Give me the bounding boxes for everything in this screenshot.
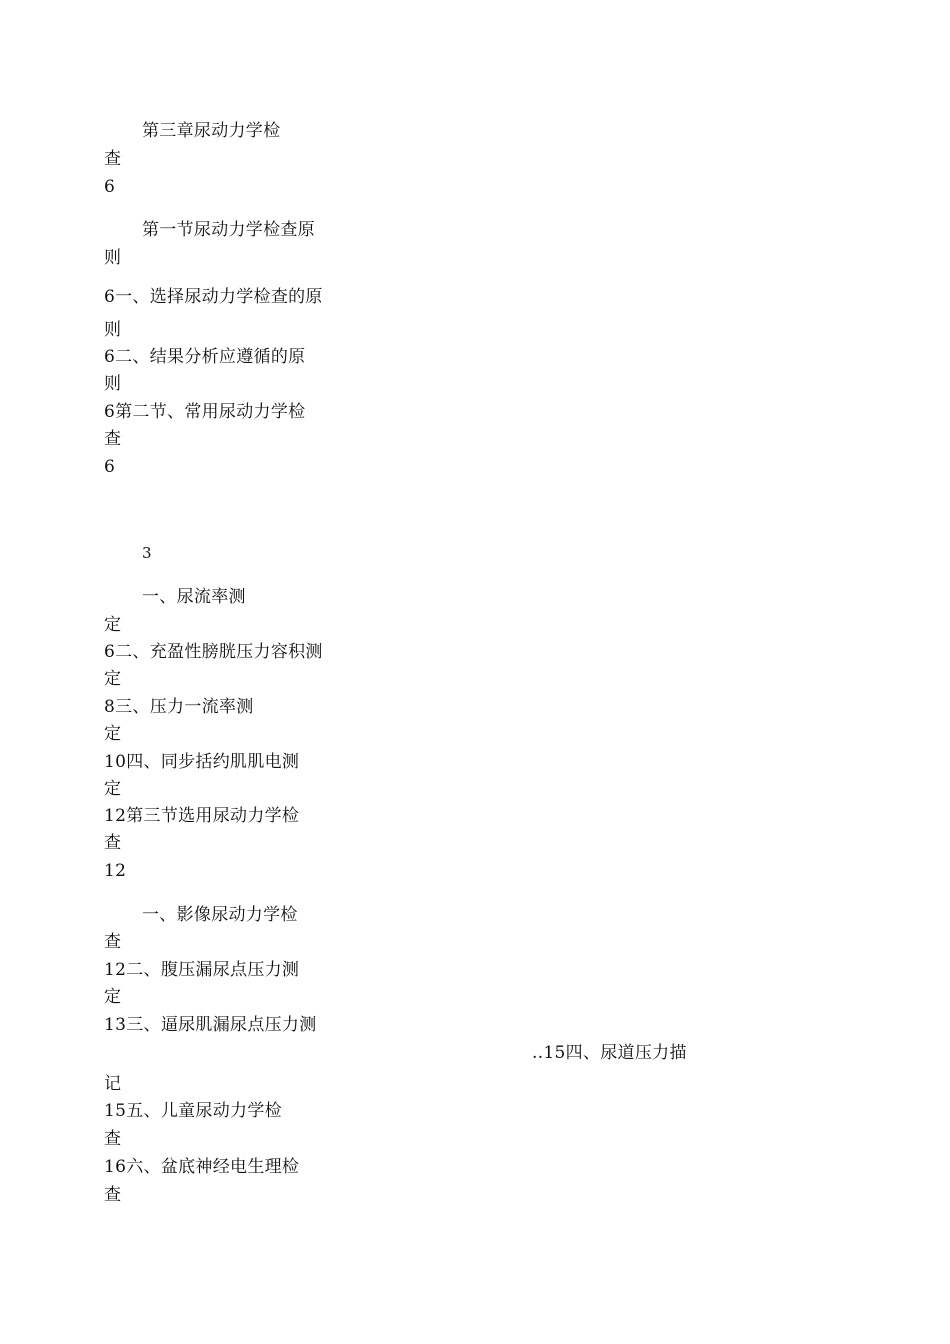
toc-line-item: 16六、盆底神经电生理检 — [104, 1157, 300, 1177]
toc-line-item: 6一、选择尿动力学检查的原 — [104, 287, 323, 307]
page-number-marker: 3 — [142, 544, 152, 562]
toc-line-item: 15五、儿童尿动力学检 — [104, 1101, 282, 1121]
toc-line-item-cont: 则 — [104, 374, 122, 394]
toc-line-item-cont: 定 — [104, 669, 122, 689]
toc-line-item: 13三、逼尿肌漏尿点压力测 — [104, 1015, 317, 1035]
toc-line-item-cont: 定 — [104, 615, 122, 635]
toc-line-item-cont: 则 — [104, 320, 122, 340]
toc-line-item: 一、影像尿动力学检 — [142, 905, 298, 925]
toc-line-item: 一、尿流率测 — [142, 587, 246, 607]
toc-line-item: 12二、腹压漏尿点压力测 — [104, 960, 300, 980]
toc-line-section-2: 6第二节、常用尿动力学检 — [104, 402, 306, 422]
toc-line-item-cont: 定 — [104, 987, 122, 1007]
toc-line-item-cont: 定 — [104, 779, 122, 799]
toc-line-section-2-cont: 查 — [104, 429, 122, 449]
toc-line-item: 8三、压力一流率测 — [104, 697, 254, 717]
toc-line-item-cont: 查 — [104, 932, 122, 952]
toc-line-section-1: 第一节尿动力学检查原 — [142, 220, 315, 240]
toc-line-section-3: 12第三节选用尿动力学检 — [104, 806, 300, 826]
toc-line-item-right: ..15四、尿道压力描 — [532, 1043, 687, 1063]
toc-line-section-1-cont: 则 — [104, 248, 122, 268]
toc-line-item-cont: 查 — [104, 1185, 122, 1205]
toc-line-chapter-3: 第三章尿动力学检 — [142, 121, 281, 141]
toc-line-page-number: 6 — [104, 457, 116, 477]
toc-line-item-cont: 记 — [104, 1074, 122, 1094]
toc-line-section-3-cont: 查 — [104, 833, 122, 853]
toc-line-item-cont: 定 — [104, 724, 122, 744]
toc-line-item-cont: 查 — [104, 1129, 122, 1149]
toc-line-page-number: 12 — [104, 861, 127, 881]
toc-line-item: 10四、同步括约肌肌电测 — [104, 752, 300, 772]
toc-line-item: 6二、充盈性膀胱压力容积测 — [104, 642, 323, 662]
toc-line-chapter-3-cont: 查 — [104, 149, 122, 169]
toc-line-page-number: 6 — [104, 177, 116, 197]
toc-line-item: 6二、结果分析应遵循的原 — [104, 347, 306, 367]
